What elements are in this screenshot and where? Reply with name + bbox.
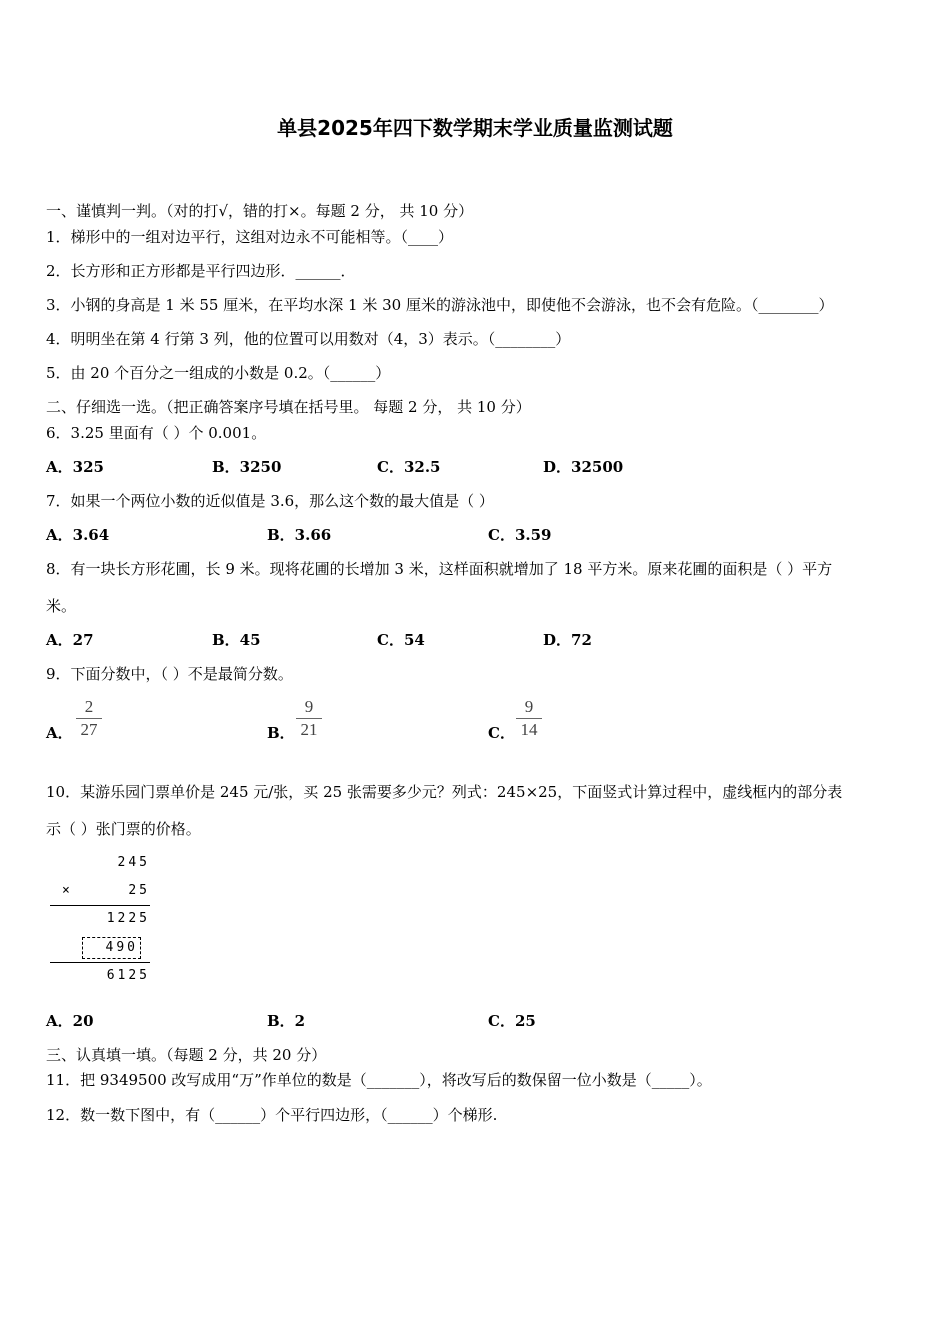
calc-partial-product-2: 490 [105,940,138,955]
q7-option-a: A．3.64 [46,526,110,544]
q10-option-a: A．20 [46,1012,94,1030]
question-12: 12．数一数下图中，有（______）个平行四边形，（______）个梯形. [46,1106,498,1124]
section-3-header: 三、认真填一填。（每题 2 分，共 20 分） [46,1046,327,1064]
calc-multiplicand: 245 [117,855,150,870]
q9-option-c-label: C． [488,724,515,742]
question-9: 9．下面分数中，（ ）不是最简分数。 [46,665,293,683]
question-4: 4．明明坐在第 4 行第 3 列，他的位置可以用数对（4，3）表示。（________） [46,330,571,348]
q10-option-c: C．25 [488,1012,536,1030]
fraction-denominator: 14 [520,720,538,739]
page-title: 单县2025年四下数学期末学业质量监测试题 [277,116,673,140]
q6-option-d: D．32500 [543,458,624,476]
question-11: 11．把 9349500 改写成用“万”作单位的数是（_______），将改写后的数保留一位小数是（_____）。 [46,1071,712,1089]
question-1: 1．梯形中的一组对边平行，这组对边永不可能相等。（____） [46,228,454,246]
q9-option-c-fraction [516,697,542,740]
calc-partial-product-1: 1225 [106,911,150,926]
q7-option-b: B．3.66 [267,526,332,544]
q7-option-c: C．3.59 [488,526,552,544]
q8-option-d: D．72 [543,631,592,649]
question-8-line-1: 8．有一块长方形花圃，长 9 米。现将花圃的长增加 3 米，这样面积就增加了 18 平方米。原来花圃的面积是（ ）平方 [46,560,833,578]
section-1-header: 一、谨慎判一判。（对的打√，错的打×。每题 2 分， 共 10 分） [46,202,474,220]
calc-rule-1 [50,905,150,906]
q8-option-a: A．27 [46,631,94,649]
calc-times-sign: × [62,883,70,898]
q6-option-a: A．325 [46,458,104,476]
q6-option-b: B．3250 [212,458,282,476]
section-2-header: 二、仔细选一选。（把正确答案序号填在括号里。 每题 2 分， 共 10 分） [46,398,531,416]
calc-product: 6125 [106,968,150,983]
q9-option-b-label: B． [267,724,295,742]
question-10-line-2: 示（ ）张门票的价格。 [46,820,201,838]
fraction-denominator: 27 [80,720,98,739]
q8-option-c: C．54 [377,631,425,649]
question-8-line-2: 米。 [46,597,77,615]
fraction-numerator: 9 [524,697,534,716]
question-6: 6．3.25 里面有（ ）个 0.001。 [46,424,267,442]
fraction-bar [296,718,322,719]
fraction-numerator: 2 [84,697,94,716]
fraction-numerator: 9 [304,697,314,716]
q9-option-a-label: A． [46,724,73,742]
fraction-bar [516,718,542,719]
fraction-denominator: 21 [300,720,318,739]
q6-option-c: C．32.5 [377,458,441,476]
q10-option-b: B．2 [267,1012,306,1030]
q9-option-a-fraction [76,697,102,740]
question-5: 5．由 20 个百分之一组成的小数是 0.2。（______） [46,364,391,382]
question-3: 3．小钢的身高是 1 米 55 厘米，在平均水深 1 米 30 厘米的游泳池中，即使他不会游泳，也不会有危险。（________） [46,296,834,314]
q9-option-b-fraction [296,697,322,740]
q8-option-b: B．45 [212,631,261,649]
calc-multiplier: 25 [128,883,150,898]
calc-rule-2 [50,962,150,963]
question-10-line-1: 10．某游乐园门票单价是 245 元/张，买 25 张需要多少元？列式：245×25，下面竖式计算过程中，虚线框内的部分表 [46,783,843,801]
question-7: 7．如果一个两位小数的近似值是 3.6，那么这个数的最大值是（ ） [46,492,494,510]
fraction-bar [76,718,102,719]
question-2: 2．长方形和正方形都是平行四边形．______． [46,262,356,280]
